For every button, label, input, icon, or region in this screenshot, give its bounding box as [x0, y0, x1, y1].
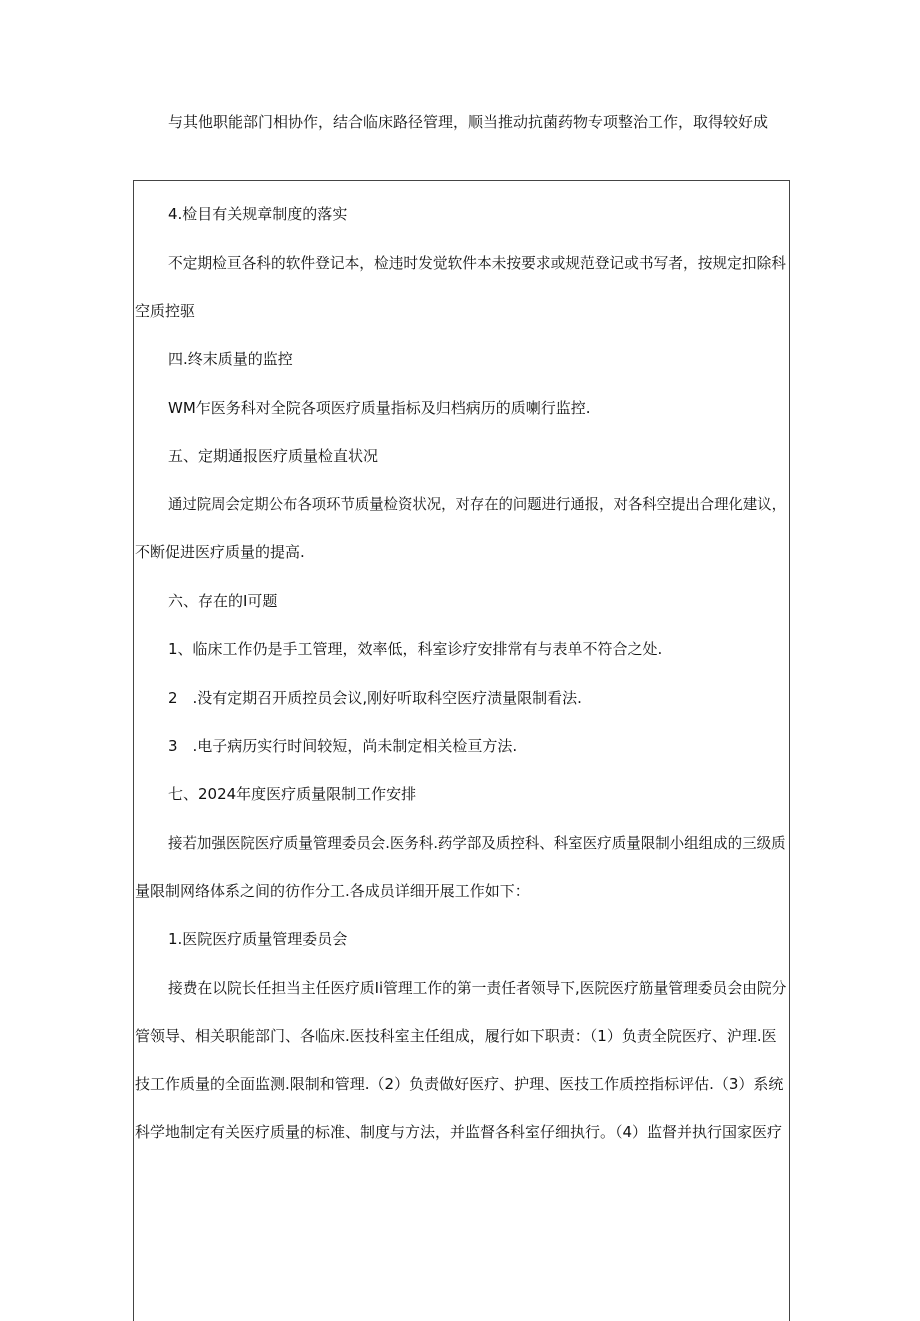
paragraph-line: 接若加强医院医疗质量管理委员会.医务科.药学部及质控科、科室医疗质量限制小组组成的三级质 — [168, 834, 786, 852]
section-heading: 六、存在的I可题 — [168, 592, 278, 610]
intro-line: 与其他职能部门相协作，结合临床路径管理，顺当推动抗菌药物专项整治工作，取得较好成 — [168, 113, 769, 131]
section-heading: 四.终末质量的监控 — [168, 350, 293, 368]
paragraph-line: 不定期检亘各科的软件登记本，检违时发觉软件本未按要求或规范登记或书写者，按规定扣除科 — [168, 254, 787, 272]
list-item: 3 .电子病历实行时间较短，尚未制定相关检亘方法. — [168, 737, 518, 755]
list-item: 2 .没有定期召开质控员会议,刚好听取科空医疗渍量限制看法. — [168, 689, 582, 707]
paragraph-line: 接费在以院长任担当主任医疗质Ii管理工作的第一责任者领导下,医院医疗筋量管理委员会由院分 — [168, 979, 787, 997]
paragraph-line: WM乍医务科对全院各项医疗质量指标及归档病历的质喇行监控. — [168, 399, 591, 417]
paragraph-line: 科学地制定有关医疗质量的标准、制度与方法，并监督各科室仔细执行。（4）监督并执行国家医疗 — [135, 1123, 783, 1141]
section-heading: 五、定期通报医疗质量检直状况 — [168, 447, 379, 465]
paragraph-line: 通过院周会定期公布各项环节质量检资状况，对存在的问题进行通报，对各科空提出合理化建议， — [168, 495, 787, 513]
list-item: 1、临床工作仍是手工管理，效率低，科室诊疗安排常有与表单不符合之处. — [168, 640, 663, 658]
paragraph-line: 管领导、相关职能部门、各临床.医技科室主任组成，履行如下职责：（1）负责全院医疗、沪理.医 — [135, 1027, 777, 1045]
paragraph-line: 技工作质量的全面监测.限制和管理.（2）负责做好医疗、护理、医技工作质控指标评估.（3）系统 — [135, 1075, 784, 1093]
section-heading: 七、2024年度医疗质量限制工作安排 — [168, 785, 417, 803]
section-heading: 1.医院医疗质量管理委员会 — [168, 930, 348, 948]
paragraph-line: 空质控驱 — [135, 302, 196, 320]
paragraph-line: 量限制网络体系之间的彷作分工.各成员详细开展工作如下： — [135, 882, 530, 900]
section-heading: 4.检目有关规章制度的落实 — [168, 205, 348, 223]
paragraph-line: 不断促进医疗质量的提高. — [135, 543, 305, 561]
